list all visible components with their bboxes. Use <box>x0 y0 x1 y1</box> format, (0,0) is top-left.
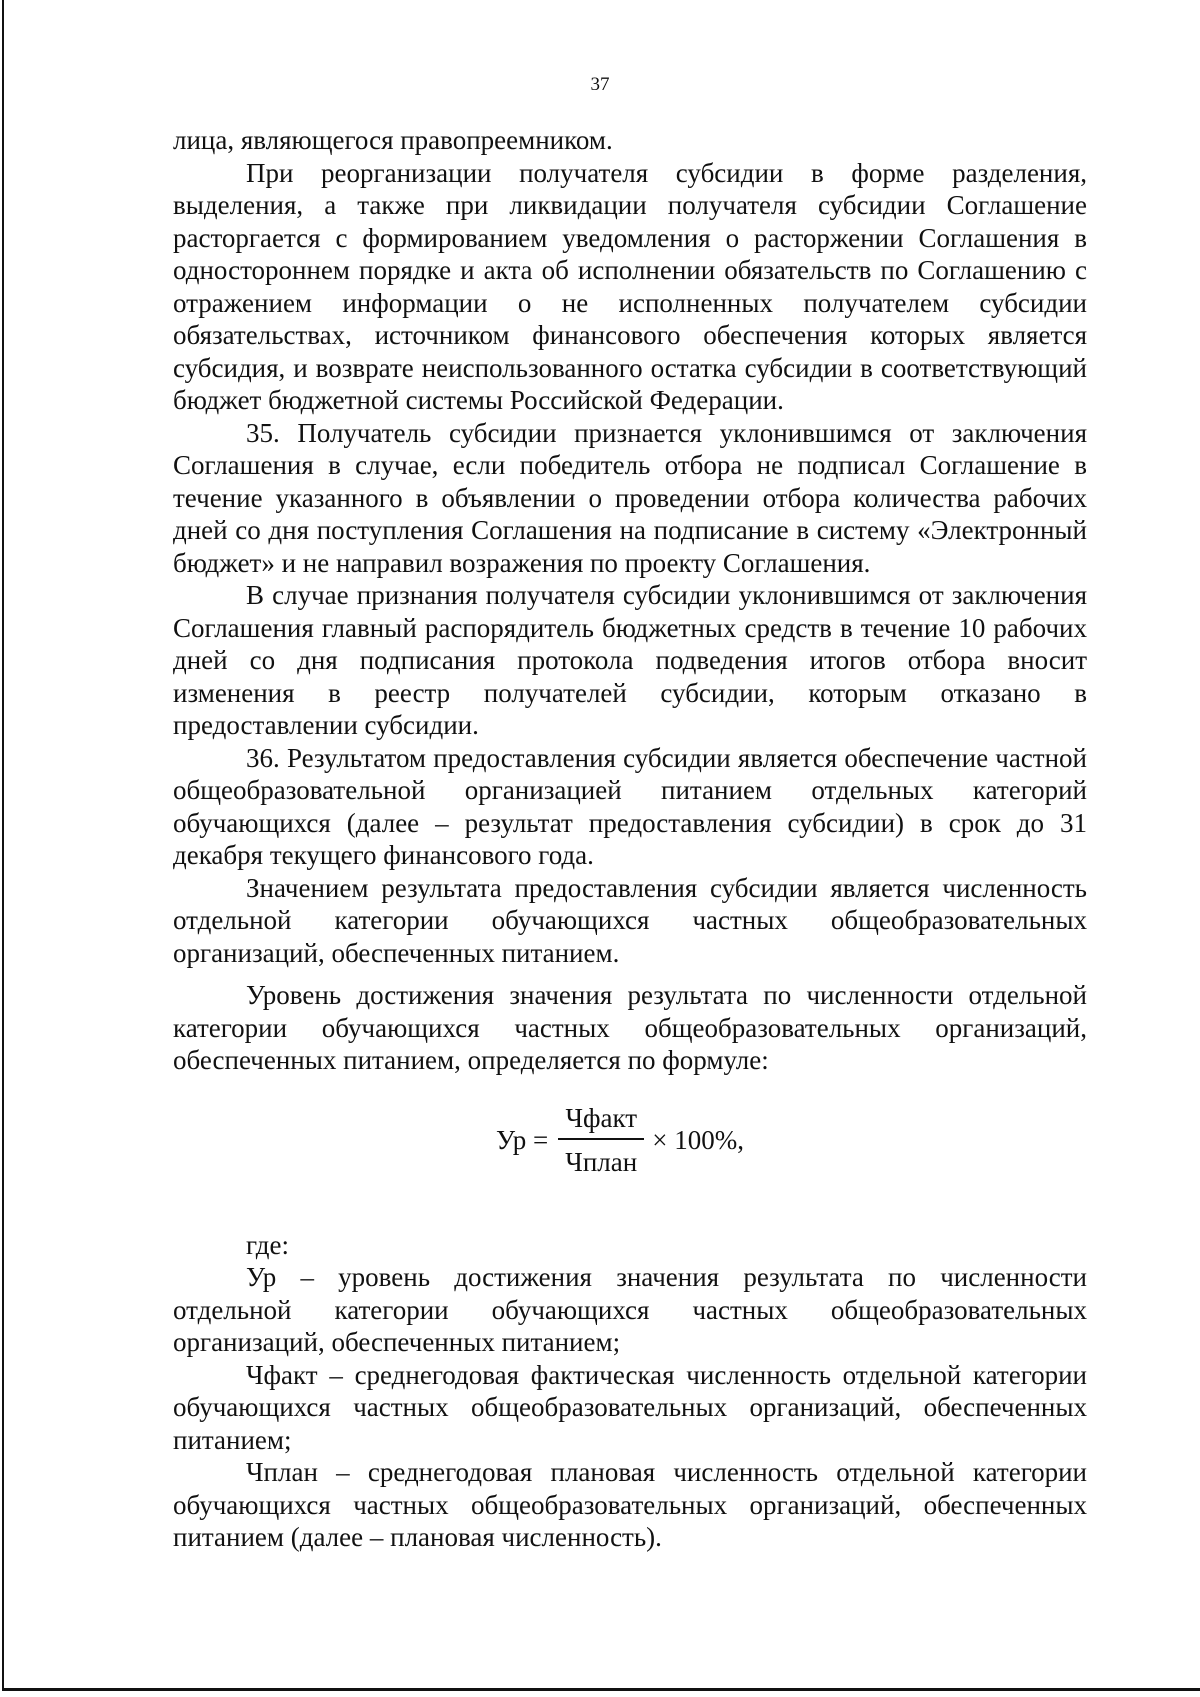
definition-ur: Ур – уровень достижения значения результата по численности отдельной категории обучающихся частных общеобразовательных организаций, обеспеченных питанием; <box>173 1262 1087 1357</box>
scan-edge-left <box>2 0 4 1690</box>
definition-chplan: Чплан – среднегодовая плановая численность отдельной категории обучающихся частных общеобразовательных организаций, обеспеченных питанием (далее – плановая численность). <box>173 1457 1087 1552</box>
where-label: где: <box>246 1229 289 1260</box>
formula-numerator: Чфакт <box>565 1102 638 1133</box>
paragraph-result-value: Значением результата предоставления субсидии является численность отдельной категории обучающихся частных общеобразовательных организаций, обеспеченных питанием. <box>173 872 1087 968</box>
page-number: 37 <box>590 74 610 95</box>
formula-rhs: × 100%, <box>652 1124 744 1155</box>
formula-lhs: Ур = <box>496 1124 549 1155</box>
formula-fraction <box>558 1102 644 1179</box>
paragraph-evasion: В случае признания получателя субсидии уклонившимся от заключения Соглашения главный распорядитель бюджетных средств в течение 10 рабочих дней со дня подписания протокола подведения итогов отбора вносит изменения в реестр получателей субсидии, которым отказано в предоставлении субсидии. <box>173 580 1087 740</box>
paragraph-35: 35. Получатель субсидии признается уклонившимся от заключения Соглашения в случае, если победитель отбора не подписал Соглашение в течение указанного в объявлении о проведении отбора количества рабочих дней со дня поступления Соглашения на подписание в систему «Электронный бюджет» и не направил возражения по проекту Соглашения. <box>173 417 1087 578</box>
document-body <box>173 124 1087 1554</box>
definition-chfakt: Чфакт – среднегодовая фактическая численность отдельной категории обучающихся частных общеобразовательных организаций, обеспеченных питанием; <box>173 1359 1087 1455</box>
paragraph-36: 36. Результатом предоставления субсидии является обеспечение частной общеобразовательной организацией питанием отдельных категорий обучающихся (далее – результат предоставления субсидии) в срок до 31 декабря текущего финансового года. <box>173 742 1087 870</box>
scan-edge-bottom <box>2 1688 1200 1691</box>
paragraph-reorganization: При реорганизации получателя субсидии в форме разделения, выделения, а также при ликвидации получателя субсидии Соглашение расторгается с формированием уведомления о расторжении Соглашения в одностороннем порядке и акта об исполнении обязательств по Соглашению с отражением информации о не исполненных получателем субсидии обязательствах, источником финансового обеспечения которых является субсидия, и возврате неиспользованного остатка субсидии в соответствующий бюджет бюджетной системы Российской Федерации. <box>173 157 1087 415</box>
paragraph-continuation: лица, являющегося правопреемником. <box>173 125 613 155</box>
formula <box>496 1102 744 1179</box>
formula-denominator: Чплан <box>565 1147 638 1177</box>
paragraph-formula-intro: Уровень достижения значения результата по численности отдельной категории обучающихся частных общеобразовательных организаций, обеспеченных питанием, определяется по формуле: <box>173 980 1087 1075</box>
formula-block <box>173 1089 1087 1229</box>
